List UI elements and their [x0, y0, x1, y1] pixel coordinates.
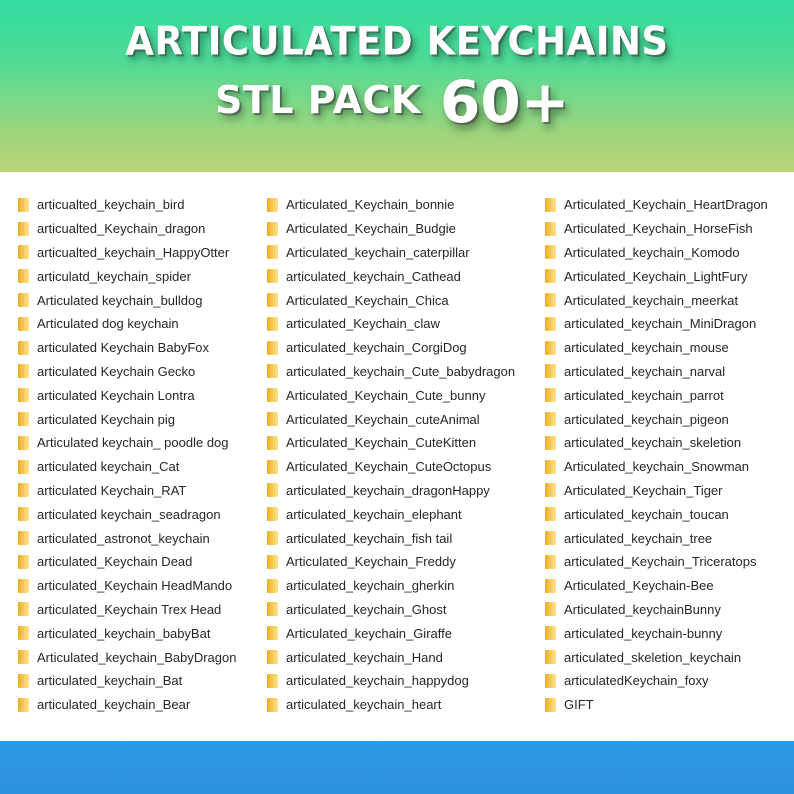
folder-label: articulated_keychain_happydog — [286, 673, 469, 689]
folder-item[interactable] — [545, 288, 768, 312]
folder-label: articulated_keychain_tree — [564, 530, 713, 546]
folder-icon — [545, 317, 556, 331]
folder-icon — [18, 341, 29, 355]
folder-item[interactable] — [545, 264, 768, 288]
folder-icon — [267, 507, 278, 521]
folder-item[interactable] — [545, 479, 768, 503]
folder-item[interactable] — [545, 455, 768, 479]
folder-label: GIFT — [564, 697, 594, 713]
folder-label: articulated keychain_seadragon — [37, 506, 221, 522]
folder-item[interactable] — [267, 431, 515, 455]
folder-label: Articulated_Keychain_bonnie — [286, 197, 455, 213]
folder-icon — [545, 555, 556, 569]
folder-item[interactable] — [545, 217, 768, 241]
folder-icon — [267, 198, 278, 212]
folder-item[interactable] — [18, 336, 236, 360]
folder-item[interactable] — [267, 217, 515, 241]
folder-label: articulated_keychain_toucan — [564, 506, 729, 522]
folder-label: Articulated_Keychain_Cute_bunny — [286, 387, 486, 403]
folder-item[interactable] — [267, 693, 515, 717]
folder-icon — [18, 269, 29, 283]
folder-label: Articulated keychain_bulldog — [37, 292, 203, 308]
folder-label: articualted_Keychain_dragon — [37, 221, 206, 237]
folder-item[interactable] — [267, 502, 515, 526]
folder-icon — [267, 388, 278, 402]
folder-label: articulated_keychain-bunny — [564, 625, 723, 641]
folder-label: articualted_keychain_HappyOtter — [37, 244, 230, 260]
folder-label: Articulated keychain_ poodle dog — [37, 435, 229, 451]
folder-icon — [267, 245, 278, 259]
folder-label: articulated_keychain_heart — [286, 697, 442, 713]
folder-icon — [18, 674, 29, 688]
folder-icon — [267, 222, 278, 236]
folder-item[interactable] — [545, 360, 768, 384]
folder-icon — [545, 579, 556, 593]
folder-label: articulated_skeletion_keychain — [564, 649, 742, 665]
folder-item[interactable] — [545, 431, 768, 455]
folder-icon — [545, 245, 556, 259]
folder-icon — [18, 198, 29, 212]
folder-icon — [267, 650, 278, 664]
folder-item[interactable] — [18, 526, 236, 550]
folder-item[interactable] — [18, 217, 236, 241]
folder-item[interactable] — [18, 669, 236, 693]
folder-label: Articulated dog keychain — [37, 316, 179, 332]
file-list-panel — [0, 182, 794, 738]
folder-label: Articulated_Keychain_HorseFish — [564, 221, 753, 237]
folder-icon — [545, 364, 556, 378]
folder-icon — [545, 436, 556, 450]
folder-label: articulated_keychain_MiniDragon — [564, 316, 757, 332]
folder-icon — [18, 412, 29, 426]
folder-label: articulated_keychain_Ghost — [286, 601, 447, 617]
folder-icon — [267, 460, 278, 474]
folder-icon — [18, 245, 29, 259]
folder-item[interactable] — [18, 479, 236, 503]
folder-item[interactable] — [267, 360, 515, 384]
folder-item[interactable] — [267, 598, 515, 622]
folder-item[interactable] — [267, 669, 515, 693]
folder-item[interactable] — [267, 407, 515, 431]
folder-item[interactable] — [18, 241, 236, 265]
folder-item[interactable] — [545, 407, 768, 431]
folder-icon — [267, 317, 278, 331]
folder-icon — [18, 483, 29, 497]
folder-icon — [267, 341, 278, 355]
folder-icon — [545, 412, 556, 426]
folder-icon — [18, 626, 29, 640]
folder-icon — [267, 412, 278, 426]
folder-item[interactable] — [545, 669, 768, 693]
page-subtitle: STL PACK — [215, 78, 421, 122]
folder-icon — [267, 579, 278, 593]
folder-icon — [267, 626, 278, 640]
folder-icon — [545, 674, 556, 688]
folder-label: articulated Keychain Gecko — [37, 363, 196, 379]
folder-icon — [545, 341, 556, 355]
folder-item[interactable] — [267, 526, 515, 550]
folder-label: articulated_Keychain Dead — [37, 554, 193, 570]
folder-label: articulated_keychain_Hand — [286, 649, 443, 665]
folder-icon — [267, 364, 278, 378]
folder-icon — [18, 698, 29, 712]
folder-item[interactable] — [18, 312, 236, 336]
folder-item[interactable] — [267, 479, 515, 503]
folder-item[interactable] — [545, 526, 768, 550]
folder-item[interactable] — [18, 550, 236, 574]
folder-label: Articulated_Keychain_Tiger — [564, 482, 723, 498]
folder-icon — [267, 483, 278, 497]
folder-icon — [545, 222, 556, 236]
folder-item[interactable] — [267, 550, 515, 574]
folder-item[interactable] — [545, 383, 768, 407]
folder-item[interactable] — [545, 241, 768, 265]
folder-icon — [545, 269, 556, 283]
folder-item[interactable] — [267, 241, 515, 265]
file-column-3 — [545, 193, 768, 717]
folder-label: articulated Keychain BabyFox — [37, 340, 209, 356]
folder-icon — [18, 579, 29, 593]
folder-label: articulated_keychain_dragonHappy — [286, 482, 490, 498]
folder-item[interactable] — [545, 550, 768, 574]
folder-icon — [545, 531, 556, 545]
folder-item[interactable] — [545, 193, 768, 217]
folder-item[interactable] — [18, 621, 236, 645]
folder-label: articulated_Keychain Trex Head — [37, 601, 222, 617]
folder-label: articulated_Keychain_claw — [286, 316, 440, 332]
folder-label: Articulated_keychain_BabyDragon — [37, 649, 237, 665]
folder-icon — [18, 222, 29, 236]
folder-icon — [18, 364, 29, 378]
folder-item[interactable] — [267, 645, 515, 669]
folder-item[interactable] — [18, 193, 236, 217]
folder-icon — [18, 317, 29, 331]
folder-label: articulated Keychain pig — [37, 411, 176, 427]
folder-item[interactable] — [18, 455, 236, 479]
folder-item[interactable] — [18, 431, 236, 455]
folder-icon — [18, 650, 29, 664]
folder-label: articulated_keychain_parrot — [564, 387, 724, 403]
file-column-2 — [267, 193, 515, 717]
folder-label: Articulated_Keychain_Freddy — [286, 554, 456, 570]
folder-icon — [267, 555, 278, 569]
folder-icon — [267, 674, 278, 688]
folder-icon — [267, 436, 278, 450]
folder-item[interactable] — [545, 621, 768, 645]
folder-label: articulated Keychain Lontra — [37, 387, 195, 403]
folder-label: articulated_keychain_elephant — [286, 506, 462, 522]
folder-label: articulated_astronot_keychain — [37, 530, 210, 546]
folder-label: articulated_keychain_Bear — [37, 697, 191, 713]
folder-label: articulated_keychain_pigeon — [564, 411, 729, 427]
folder-label: articulatd_keychain_spider — [37, 268, 191, 284]
folder-icon — [545, 388, 556, 402]
folder-label: articulated_keychain_Cute_babydragon — [286, 363, 516, 379]
folder-label: Articulated_Keychain_Budgie — [286, 221, 456, 237]
folder-label: Articulated_keychainBunny — [564, 601, 721, 617]
folder-icon — [18, 602, 29, 616]
folder-item[interactable] — [18, 693, 236, 717]
folder-icon — [545, 626, 556, 640]
folder-icon — [267, 269, 278, 283]
folder-label: Articulated_Keychain_HeartDragon — [564, 197, 768, 213]
folder-icon — [18, 555, 29, 569]
folder-item[interactable] — [18, 288, 236, 312]
folder-label: articulated_keychain_fish tail — [286, 530, 453, 546]
folder-icon — [18, 436, 29, 450]
folder-icon — [18, 460, 29, 474]
folder-label: articulated_keychain_Cathead — [286, 268, 461, 284]
folder-icon — [267, 602, 278, 616]
folder-label: articulated_keychain_babyBat — [37, 625, 211, 641]
folder-icon — [545, 198, 556, 212]
folder-item[interactable] — [18, 574, 236, 598]
folder-item[interactable] — [267, 336, 515, 360]
folder-label: articulated_Keychain_Triceratops — [564, 554, 757, 570]
folder-item[interactable] — [545, 645, 768, 669]
folder-icon — [545, 602, 556, 616]
folder-icon — [18, 388, 29, 402]
folder-label: Articulated_Keychain-Bee — [564, 578, 714, 594]
folder-icon — [18, 293, 29, 307]
page-title: ARTICULATED KEYCHAINS — [125, 18, 669, 65]
folder-label: articulated_keychain_Bat — [37, 673, 183, 689]
folder-label: Articulated_Keychain_Chica — [286, 292, 449, 308]
folder-label: Articulated_keychain_Snowman — [564, 459, 749, 475]
folder-label: articulated keychain_Cat — [37, 459, 180, 475]
folder-icon — [18, 531, 29, 545]
folder-item[interactable] — [545, 502, 768, 526]
folder-label: articulatedKeychain_foxy — [564, 673, 709, 689]
folder-item[interactable] — [267, 621, 515, 645]
folder-item[interactable] — [267, 264, 515, 288]
folder-label: articulated_keychain_narval — [564, 363, 726, 379]
folder-item[interactable] — [18, 264, 236, 288]
folder-item[interactable] — [18, 360, 236, 384]
folder-label: Articulated_keychain_Komodo — [564, 244, 740, 260]
folder-icon — [545, 293, 556, 307]
folder-label: Articulated_keychain_caterpillar — [286, 244, 470, 260]
folder-item[interactable] — [267, 574, 515, 598]
folder-label: articulated_keychain_skeletion — [564, 435, 742, 451]
folder-label: articulated Keychain_RAT — [37, 482, 187, 498]
folder-item[interactable] — [267, 455, 515, 479]
folder-icon — [267, 698, 278, 712]
header-banner — [0, 0, 794, 172]
folder-icon — [545, 698, 556, 712]
folder-label: Articulated_Keychain_CuteKitten — [286, 435, 477, 451]
folder-label: Articulated_Keychain_cuteAnimal — [286, 411, 480, 427]
footer-bar — [0, 741, 794, 794]
folder-item[interactable] — [545, 598, 768, 622]
folder-icon — [18, 507, 29, 521]
folder-item[interactable] — [18, 645, 236, 669]
folder-label: articualted_keychain_bird — [37, 197, 185, 213]
folder-label: articulated_keychain_CorgiDog — [286, 340, 467, 356]
folder-icon — [545, 460, 556, 474]
folder-item[interactable] — [18, 502, 236, 526]
folder-label: articulated_keychain_gherkin — [286, 578, 455, 594]
folder-label: Articulated_Keychain_CuteOctopus — [286, 459, 492, 475]
folder-label: articulated_Keychain HeadMando — [37, 578, 233, 594]
folder-item[interactable] — [545, 312, 768, 336]
folder-icon — [545, 483, 556, 497]
folder-icon — [267, 293, 278, 307]
folder-item[interactable] — [267, 312, 515, 336]
folder-icon — [545, 650, 556, 664]
folder-item[interactable] — [267, 383, 515, 407]
file-column-1 — [18, 193, 236, 717]
folder-item[interactable] — [18, 383, 236, 407]
folder-item[interactable] — [18, 598, 236, 622]
folder-item[interactable] — [545, 336, 768, 360]
folder-label: Articulated_keychain_Giraffe — [286, 625, 452, 641]
folder-icon — [545, 507, 556, 521]
folder-label: Articulated_keychain_meerkat — [564, 292, 739, 308]
count-badge: 60+ — [440, 68, 570, 136]
folder-item[interactable] — [267, 288, 515, 312]
folder-item[interactable] — [545, 693, 768, 717]
folder-item[interactable] — [545, 574, 768, 598]
folder-icon — [267, 531, 278, 545]
folder-label: articulated_keychain_mouse — [564, 340, 729, 356]
folder-label: Articulated_Keychain_LightFury — [564, 268, 748, 284]
folder-item[interactable] — [18, 407, 236, 431]
folder-item[interactable] — [267, 193, 515, 217]
